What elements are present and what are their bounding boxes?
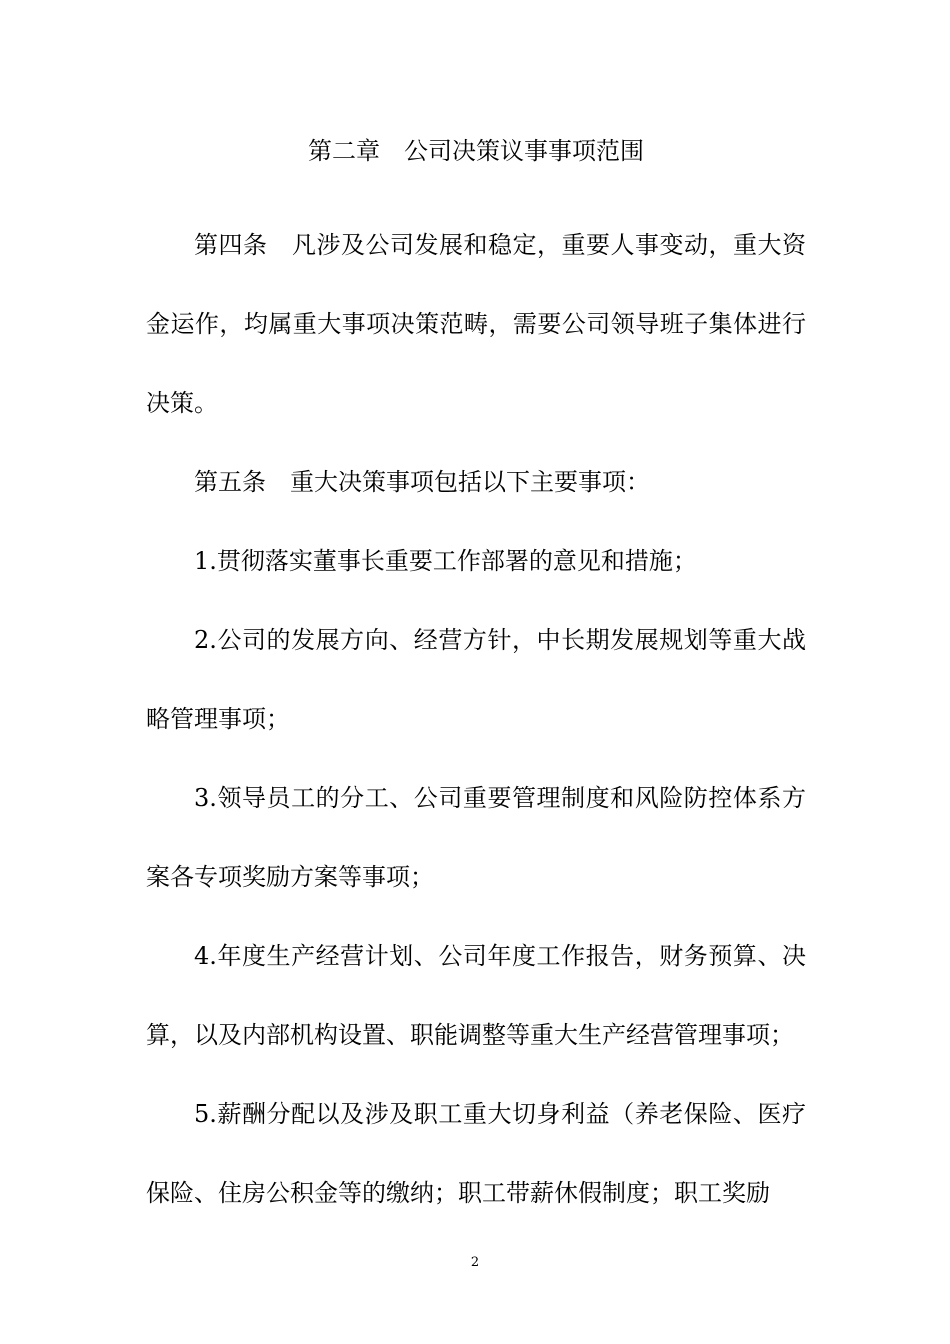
list-item-5: 5.薪酬分配以及涉及职工重大切身利益（养老保险、医疗保险、住房公积金等的缴纳；职工带薪休假制度；职工奖励 xyxy=(146,1100,806,1207)
list-item-1: 1.贯彻落实董事长重要工作部署的意见和措施； xyxy=(194,547,697,575)
article-5-paragraph: 第五条 重大决策事项包括以下主要事项： xyxy=(194,468,650,496)
list-item-3: 3.领导员工的分工、公司重要管理制度和风险防控体系方案各专项奖励方案等事项； xyxy=(146,784,806,891)
page-number: 2 xyxy=(470,1255,480,1270)
list-item-2: 2.公司的发展方向、经营方针，中长期发展规划等重大战略管理事项； xyxy=(146,626,806,733)
chapter-title: 第二章 公司决策议事事项范围 xyxy=(308,137,644,165)
article-4-paragraph: 第四条 凡涉及公司发展和稳定，重要人事变动，重大资金运作，均属重大事项决策范畴，需要公司领导班子集体进行决策。 xyxy=(146,231,806,417)
list-item-4: 4.年度生产经营计划、公司年度工作报告，财务预算、决算，以及内部机构设置、职能调整等重大生产经营管理事项； xyxy=(146,942,806,1049)
page-content xyxy=(146,127,806,1233)
